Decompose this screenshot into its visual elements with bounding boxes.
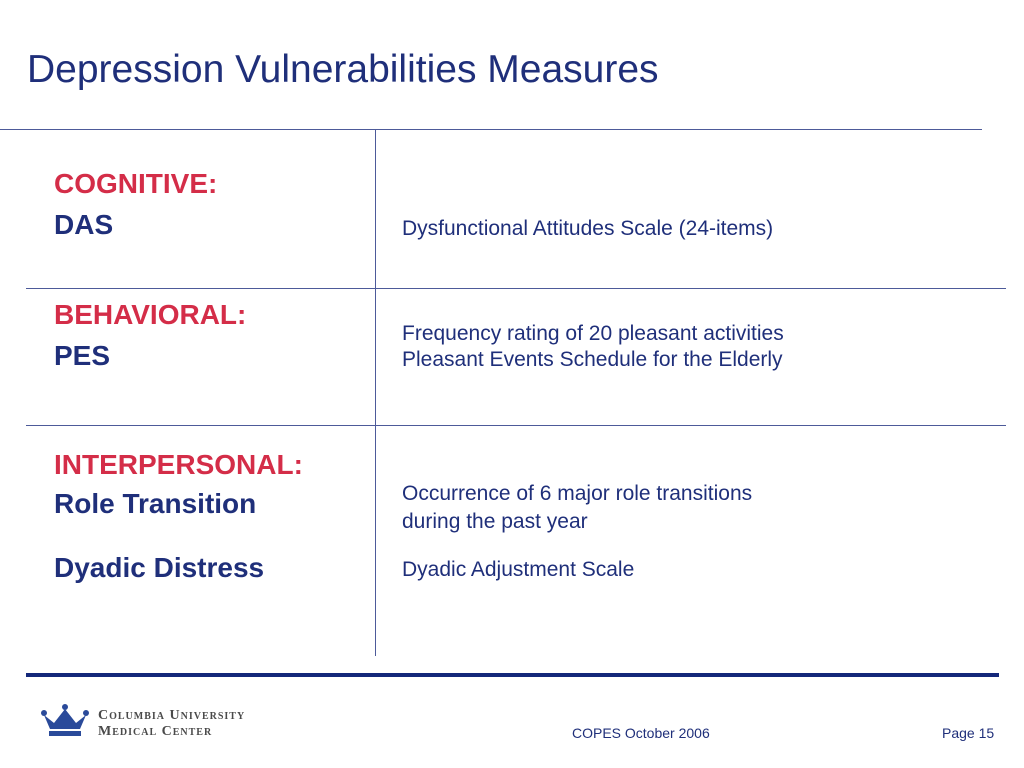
row-divider [26,288,1006,289]
logo-line: Columbia University [98,708,246,723]
measure-label: Role Transition [54,488,257,519]
measure-description: Occurrence of 6 major role transitions [402,482,753,505]
measure-label: Dyadic Distress [54,552,265,583]
category-label: COGNITIVE: [54,168,218,199]
row-divider [26,425,1006,426]
logo-line: Medical Center [98,724,213,739]
footer-rule [26,673,999,677]
category-label: BEHAVIORAL: [54,299,247,330]
measure-label: DAS [54,209,114,240]
crown-icon [40,703,90,739]
measure-description: Dyadic Adjustment Scale [402,558,635,581]
page-number: Page 15 [942,725,995,741]
measure-description: Frequency rating of 20 pleasant activities [402,322,784,345]
category-label: INTERPERSONAL: [54,449,303,480]
column-divider [375,129,376,656]
measure-description: Pleasant Events Schedule for the Elderly [402,348,783,371]
measure-description: during the past year [402,510,588,533]
page-title: Depression Vulnerabilities Measures [27,48,659,91]
footer-center-text: COPES October 2006 [572,725,710,741]
logo-text [98,708,245,740]
measure-description: Dysfunctional Attitudes Scale (24-items) [402,217,774,240]
header-rule [0,129,982,130]
measure-label: PES [54,340,111,371]
